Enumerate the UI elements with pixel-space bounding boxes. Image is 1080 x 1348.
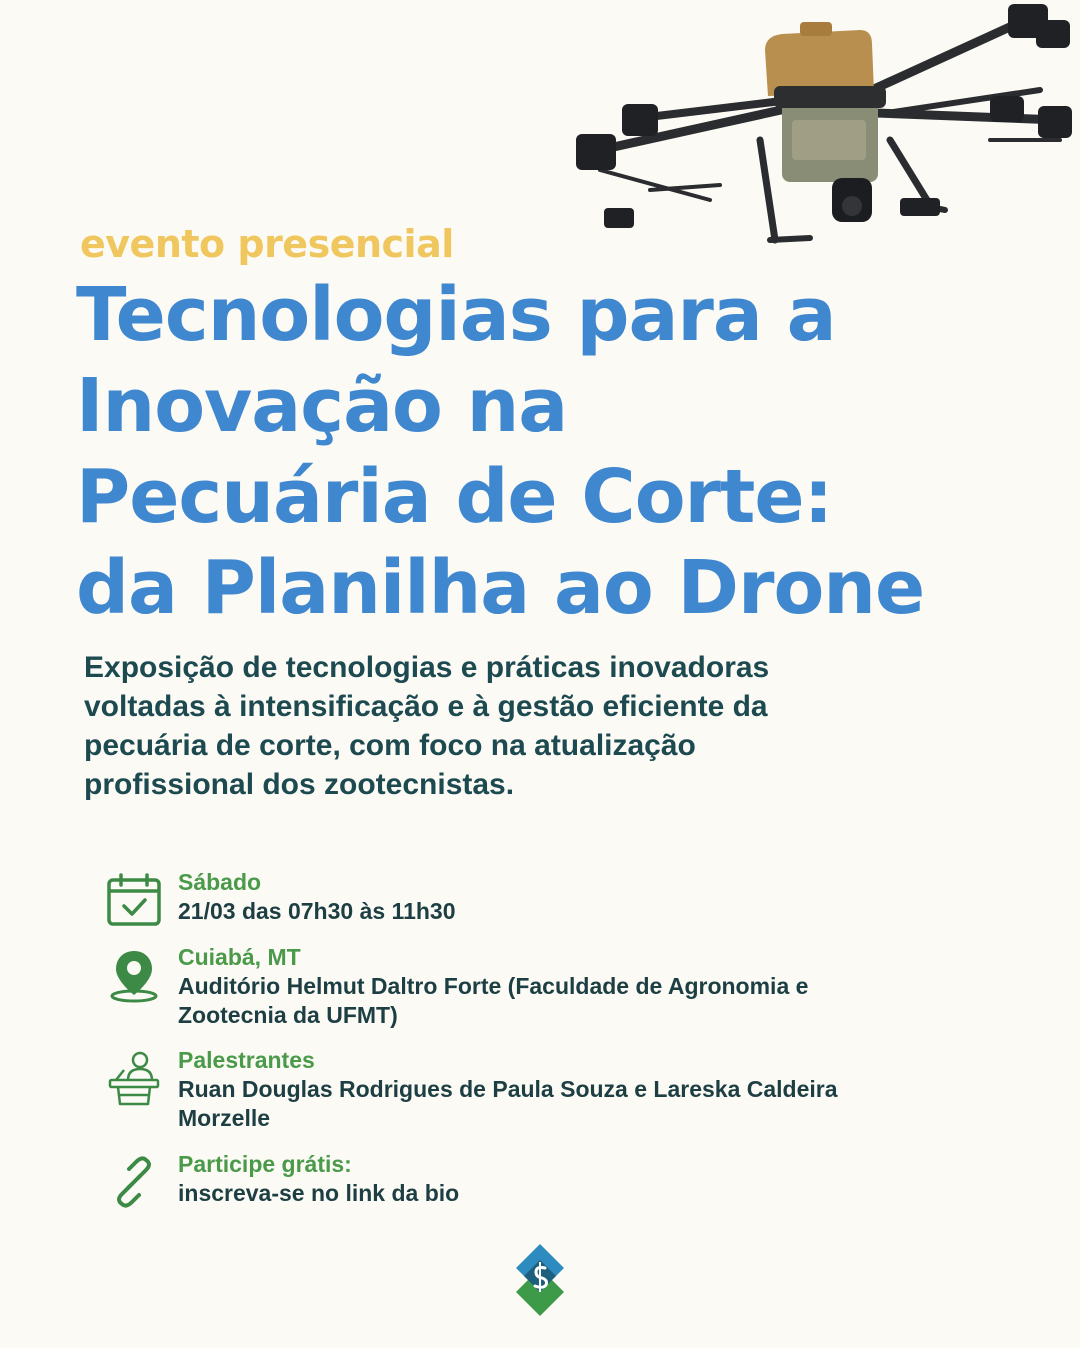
date-heading: Sábado [178,869,262,895]
calendar-icon [106,872,162,928]
event-type-label: evento presencial [80,222,454,266]
drone-image [560,0,1080,260]
zootecnia-logo [512,1240,568,1320]
title-line-3: Pecuária de Corte: [76,454,833,540]
location-value: Auditório Helmut Daltro Forte (Faculdade de Agronomia e Zootecnia da UFMT) [178,973,809,1028]
registration-value: inscreva-se no link da bio [178,1180,460,1206]
location-info [106,943,866,1030]
speakers-info [106,1046,866,1133]
location-pin-icon [106,947,162,1003]
date-info [106,868,866,928]
speakers-value: Ruan Douglas Rodrigues de Paula Souza e Lareska Caldeira Morzelle [178,1076,838,1131]
title-line-1: Tecnologias para a [76,272,836,358]
event-title [76,270,1036,634]
date-value: 21/03 das 07h30 às 11h30 [178,898,456,924]
registration-heading: Participe grátis: [178,1151,352,1177]
link-icon [106,1154,162,1210]
speaker-podium-icon [106,1050,162,1106]
registration-info [106,1150,866,1210]
speakers-heading: Palestrantes [178,1047,315,1073]
title-line-4: da Planilha ao Drone [76,545,925,631]
event-description: Exposição de tecnologias e práticas inovadoras voltadas à intensificação e à gestão eficiente da pecuária de corte, com foco na atualização profissional dos zootecnistas. [84,651,770,801]
title-line-2: Inovação na [76,363,568,449]
location-heading: Cuiabá, MT [178,944,301,970]
